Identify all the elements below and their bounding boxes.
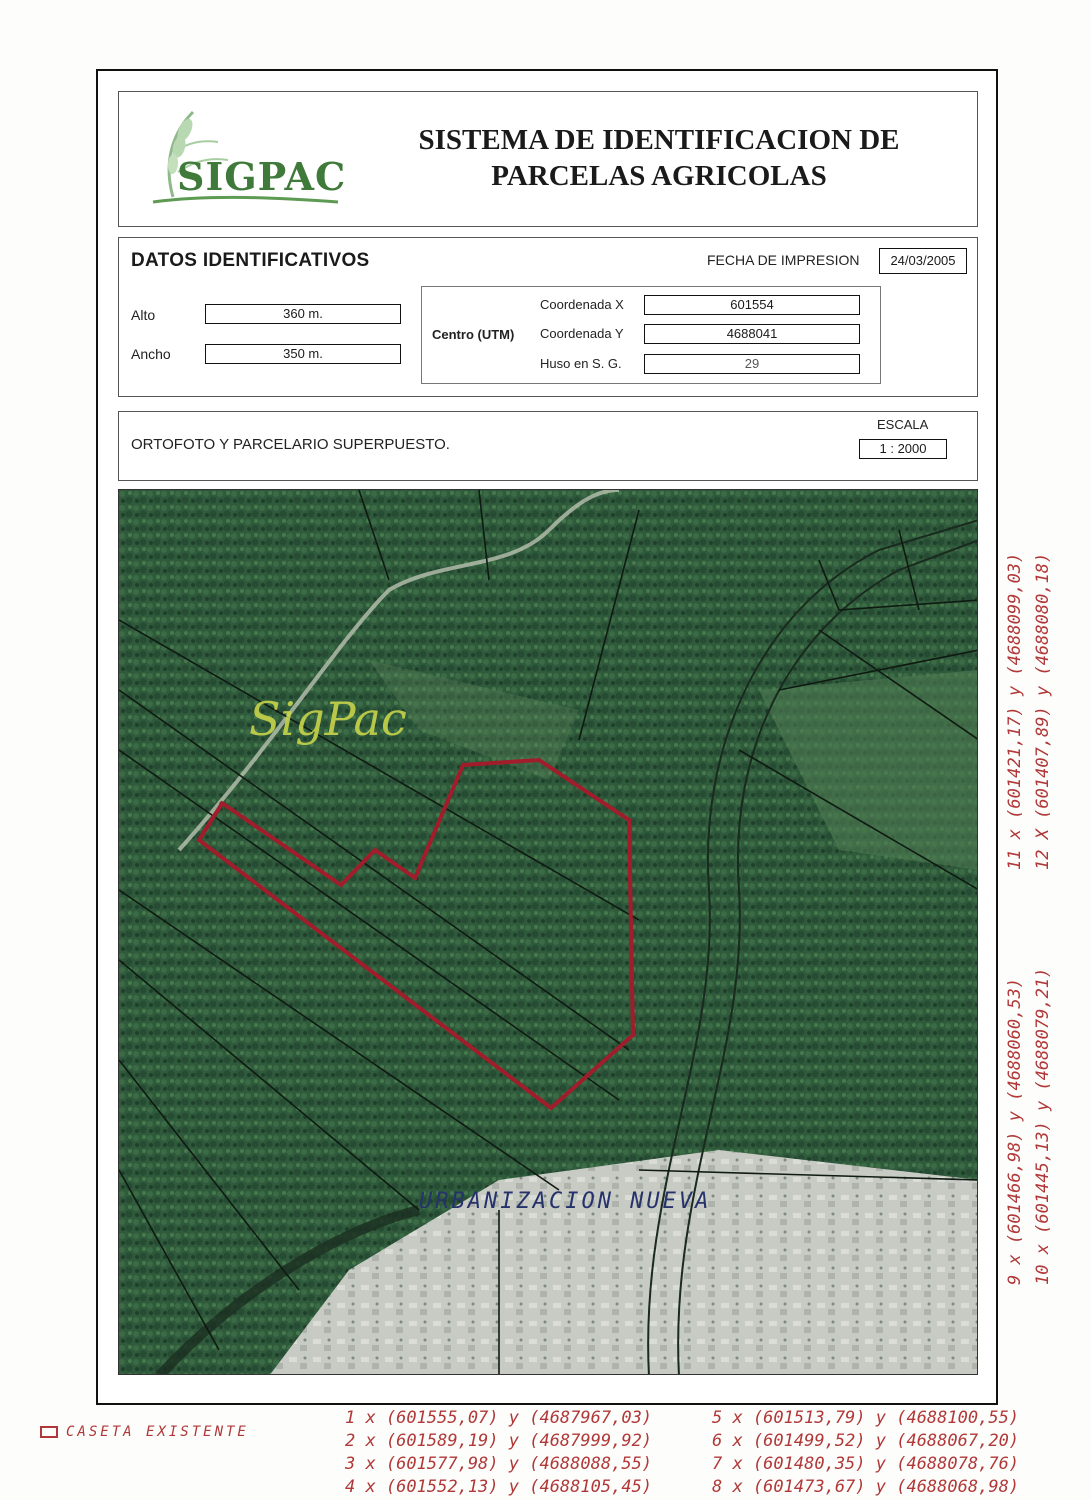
coord-1: 1 x (601555,07) y (4687967,03) bbox=[345, 1408, 653, 1428]
coords-right-10: 10 x (601445,13) y (4688079,21) bbox=[1033, 967, 1053, 1285]
urbanizacion-label: URBANIZACION NUEVA bbox=[419, 1189, 712, 1214]
map-svg bbox=[119, 490, 978, 1375]
sigpac-logo bbox=[133, 102, 347, 212]
coord-x-value: 601554 bbox=[644, 295, 860, 315]
aerial-map[interactable] bbox=[118, 489, 978, 1375]
datos-panel bbox=[118, 237, 978, 397]
fecha-label: FECHA DE IMPRESION bbox=[707, 252, 860, 268]
ancho-label: Ancho bbox=[131, 346, 171, 362]
coord-x-label: Coordenada X bbox=[540, 297, 624, 312]
utm-panel bbox=[421, 286, 881, 384]
ancho-value: 350 m. bbox=[205, 344, 401, 364]
escala-label: ESCALA bbox=[877, 417, 929, 432]
coord-4: 4 x (601552,13) y (4688105,45) bbox=[345, 1477, 653, 1497]
coords-right-9: 9 x (601466,98) y (4688060,53) bbox=[1005, 977, 1025, 1285]
huso-label: Huso en S. G. bbox=[540, 356, 622, 371]
coord-8: 8 x (601473,67) y (4688068,98) bbox=[712, 1477, 1020, 1497]
coords-right-11: 11 x (601421,17) y (4688099,03) bbox=[1005, 552, 1025, 870]
alto-label: Alto bbox=[131, 307, 156, 323]
centro-label: Centro (UTM) bbox=[432, 327, 515, 342]
alto-value: 360 m. bbox=[205, 304, 401, 324]
logo-text: SIGPAC bbox=[177, 154, 347, 199]
caseta-label: CASETA EXISTENTE bbox=[66, 1424, 249, 1440]
coord-y-label: Coordenada Y bbox=[540, 326, 624, 341]
coords-right-12: 12 X (601407,89) y (4688080,18) bbox=[1033, 552, 1053, 870]
coord-3: 3 x (601577,98) y (4688088,55) bbox=[345, 1454, 653, 1474]
coord-2: 2 x (601589,19) y (4687999,92) bbox=[345, 1431, 653, 1451]
ortofoto-panel bbox=[118, 411, 978, 481]
coord-y-value: 4688041 bbox=[644, 324, 860, 344]
coord-5: 5 x (601513,79) y (4688100,55) bbox=[712, 1408, 1020, 1428]
fecha-value: 24/03/2005 bbox=[879, 248, 967, 274]
caseta-icon bbox=[40, 1426, 58, 1438]
ortofoto-title: ORTOFOTO Y PARCELARIO SUPERPUESTO. bbox=[131, 436, 450, 453]
map-watermark: SigPac bbox=[249, 692, 407, 746]
caseta-note bbox=[40, 1424, 249, 1440]
sigpac-sheet bbox=[96, 69, 998, 1405]
escala-value: 1 : 2000 bbox=[859, 439, 947, 459]
huso-value: 29 bbox=[644, 354, 860, 374]
page-title: SISTEMA DE IDENTIFICACION DE PARCELAS AGRICOLAS bbox=[418, 124, 900, 192]
datos-title: DATOS IDENTIFICATIVOS bbox=[131, 250, 370, 271]
coord-7: 7 x (601480,35) y (4688078,76) bbox=[712, 1454, 1020, 1474]
coord-6: 6 x (601499,52) y (4688067,20) bbox=[712, 1431, 1020, 1451]
header-panel bbox=[118, 91, 978, 227]
